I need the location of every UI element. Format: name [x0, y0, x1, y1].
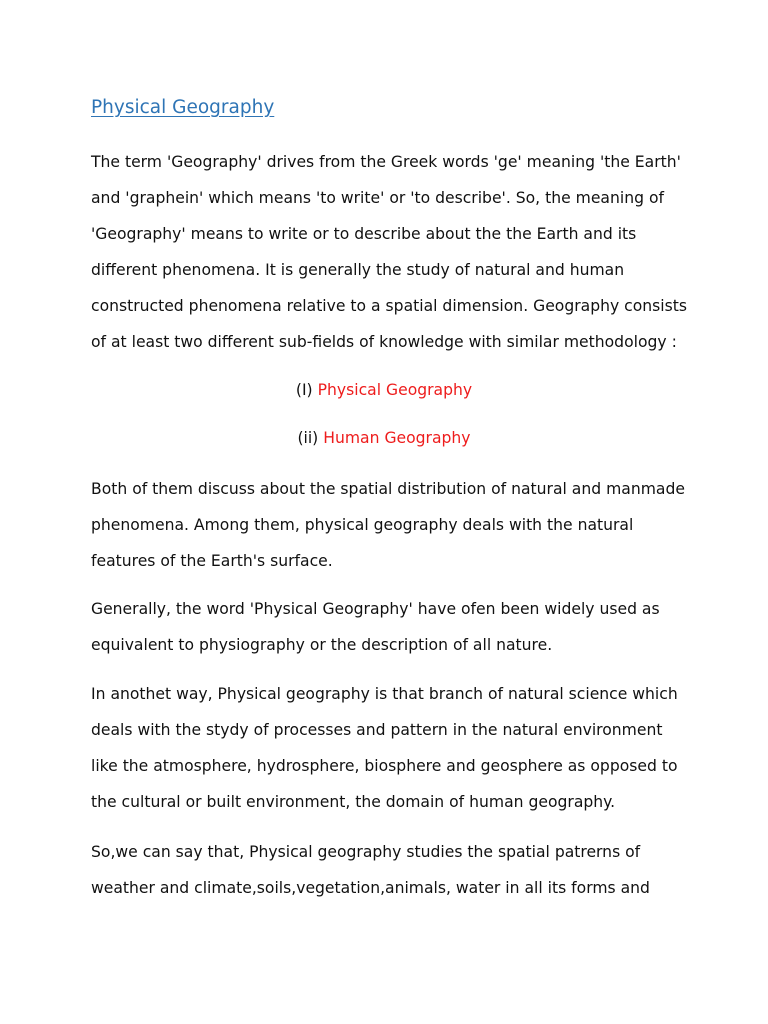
paragraph-1-line: and 'graphein' which means 'to write' or 'to describe'. So, the meaning of	[91, 189, 664, 207]
paragraph-3-line: equivalent to physiography or the description of all nature.	[91, 636, 553, 654]
paragraph-4-line: deals with the stydy of processes and pattern in the natural environment	[91, 721, 663, 739]
paragraph-4-line: like the atmosphere, hydrosphere, biosphere and geosphere as opposed to	[91, 757, 678, 775]
subfield-marker: (I)	[295, 381, 313, 399]
subfield-marker: (ii)	[297, 429, 319, 447]
page-title: Physical Geography	[91, 97, 275, 118]
paragraph-1-line: of at least two different sub-fields of knowledge with similar methodology :	[91, 333, 677, 351]
paragraph-4-line: In anothet way, Physical geography is that branch of natural science which	[91, 685, 678, 703]
paragraph-1-line: 'Geography' means to write or to describe about the the Earth and its	[91, 225, 637, 243]
paragraph-2-line: phenomena. Among them, physical geography deals with the natural	[91, 516, 634, 534]
paragraph-1-line: different phenomena. It is generally the study of natural and human	[91, 261, 625, 279]
paragraph-4-line: the cultural or built environment, the domain of human geography.	[91, 793, 616, 811]
paragraph-5-line: weather and climate,soils,vegetation,animals, water in all its forms and	[91, 879, 650, 897]
paragraph-2-line: features of the Earth's surface.	[91, 552, 333, 570]
paragraph-1-line: The term 'Geography' drives from the Greek words 'ge' meaning 'the Earth'	[91, 153, 681, 171]
paragraph-5-line: So,we can say that, Physical geography studies the spatial patrerns of	[91, 843, 641, 861]
subfield-name: Human Geography	[323, 429, 471, 447]
paragraph-2-line: Both of them discuss about the spatial distribution of natural and manmade	[91, 480, 685, 498]
subfield-name: Physical Geography	[317, 381, 473, 399]
paragraph-3-line: Generally, the word 'Physical Geography' have ofen been widely used as	[91, 600, 660, 618]
subfield-item	[0, 427, 768, 449]
subfield-item	[0, 379, 768, 401]
paragraph-1-line: constructed phenomena relative to a spatial dimension. Geography consists	[91, 297, 687, 315]
